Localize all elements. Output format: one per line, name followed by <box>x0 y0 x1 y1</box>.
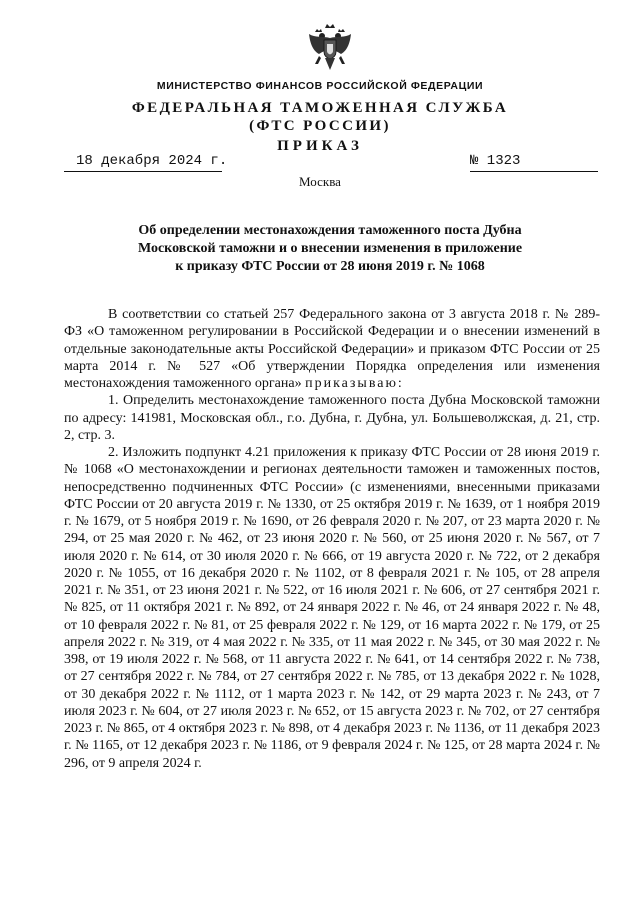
document-body <box>64 306 600 772</box>
service-name-line2: (ФТС РОССИИ) <box>249 118 391 134</box>
date-underline <box>64 171 222 172</box>
document-number: № 1323 <box>470 153 521 169</box>
title-line2: Московской таможни и о внесении изменения в приложение <box>137 241 523 256</box>
item-2-paragraph: 2. Изложить подпункт 4.21 приложения к приказу ФТС России от 28 июня 2019 г. № 1068 «О местонахождении и регионах деятельности таможен и таможенных постов, непосредственно подчиненных ФТС России» (с изменениями, внесенными приказами ФТС России от 20 августа 2019 г. № 1330, от 25 октября 2019 г. № 1639, от 1 ноября 2019 г. № 1679, от 5 ноября 2019 г. № 1690, от 26 февраля 2020 г. № 207, от 23 марта 2020 г. № 294, от 25 мая 2020 г. № 462, от 23 июня 2020 г. № 560, от 25 июня 2020 г. № 567, от 7 июля 2020 г. № 614, от 30 июля 2020 г. № 666, от 19 августа 2020 г. № 722, от 2 декабря 2020 г. № 1055, от 16 декабря 2020 г. № 1102, от 8 февраля 2021 г. № 105, от 28 апреля 2021 г. № 351, от 23 июня 2021 г. № 522, от 16 июля 2021 г. № 606, от 27 сентября 2021 г. № 825, от 11 октября 2021 г. № 892, от 24 января 2022 г. № 46, от 24 января 2022 г. № 48, от 10 февраля 2022 г. № 81, от 25 февраля 2022 г. № 129, от 16 марта 2022 г. № 179, от 25 апреля 2022 г. № 319, от 4 мая 2022 г. № 335, от 11 мая 2022 г. № 345, от 30 мая 2022 г. № 398, от 19 июля 2022 г. № 568, от 11 августа 2022 г. № 641, от 14 сентября 2022 г. № 738, от 27 сентября 2022 г. № 784, от 27 сентября 2022 г. № 785, от 13 декабря 2022 г. № 1028, от 30 декабря 2022 г. № 1112, от 1 марта 2023 г. № 142, от 29 марта 2023 г. № 243, от 7 июля 2023 г. № 604, от 27 июля 2023 г. № 652, от 15 августа 2023 г. № 702, от 27 сентября 2023 г. № 865, от 4 октября 2023 г. № 898, от 4 декабря 2023 г. № 1136, от 11 декабря 2023 г. № 1165, от 12 декабря 2023 г. № 1186, от 9 февраля 2024 г. № 125, от 28 марта 2024 г. № 296, от 9 апреля 2024 г. <box>64 445 600 771</box>
preamble-paragraph <box>64 306 600 392</box>
number-underline <box>470 171 598 172</box>
preamble-text: В соответствии со статьей 257 Федерального закона от 3 августа 2018 г. № 289-ФЗ «О таможенном регулировании в Российской Федерации и о внесении изменений в отдельные законодательные акты Российской Федерации» и приказом ФТС России от 25 марта 2014 г. № 527 «Об утверждении Порядка определения или изменения местонахождения таможенного органа» <box>64 307 600 391</box>
coat-of-arms-icon <box>307 22 353 74</box>
ministry-name: МИНИСТЕРСТВО ФИНАНСОВ РОССИЙСКОЙ ФЕДЕРАЦИИ <box>156 80 484 92</box>
title-line1: Об определении местонахождения таможенного поста Дубна <box>138 223 522 238</box>
document-type: ПРИКАЗ <box>277 138 363 154</box>
document-title <box>60 222 600 276</box>
issue-city: Москва <box>299 174 341 189</box>
service-name <box>0 99 640 135</box>
document-date: 18 декабря 2024 г. <box>76 153 228 169</box>
order-word: приказываю: <box>305 376 404 391</box>
title-line3: к приказу ФТС России от 28 июня 2019 г. № 1068 <box>175 259 485 274</box>
service-name-line1: ФЕДЕРАЛЬНАЯ ТАМОЖЕННАЯ СЛУЖБА <box>131 100 509 116</box>
item-1-paragraph: 1. Определить местонахождение таможенного поста Дубна Московской таможни по адресу: 141981, Московская обл., г.о. Дубна, г. Дубна, ул. Большеволжская, д. 21, стр. 2, стр. 3. <box>64 393 600 443</box>
